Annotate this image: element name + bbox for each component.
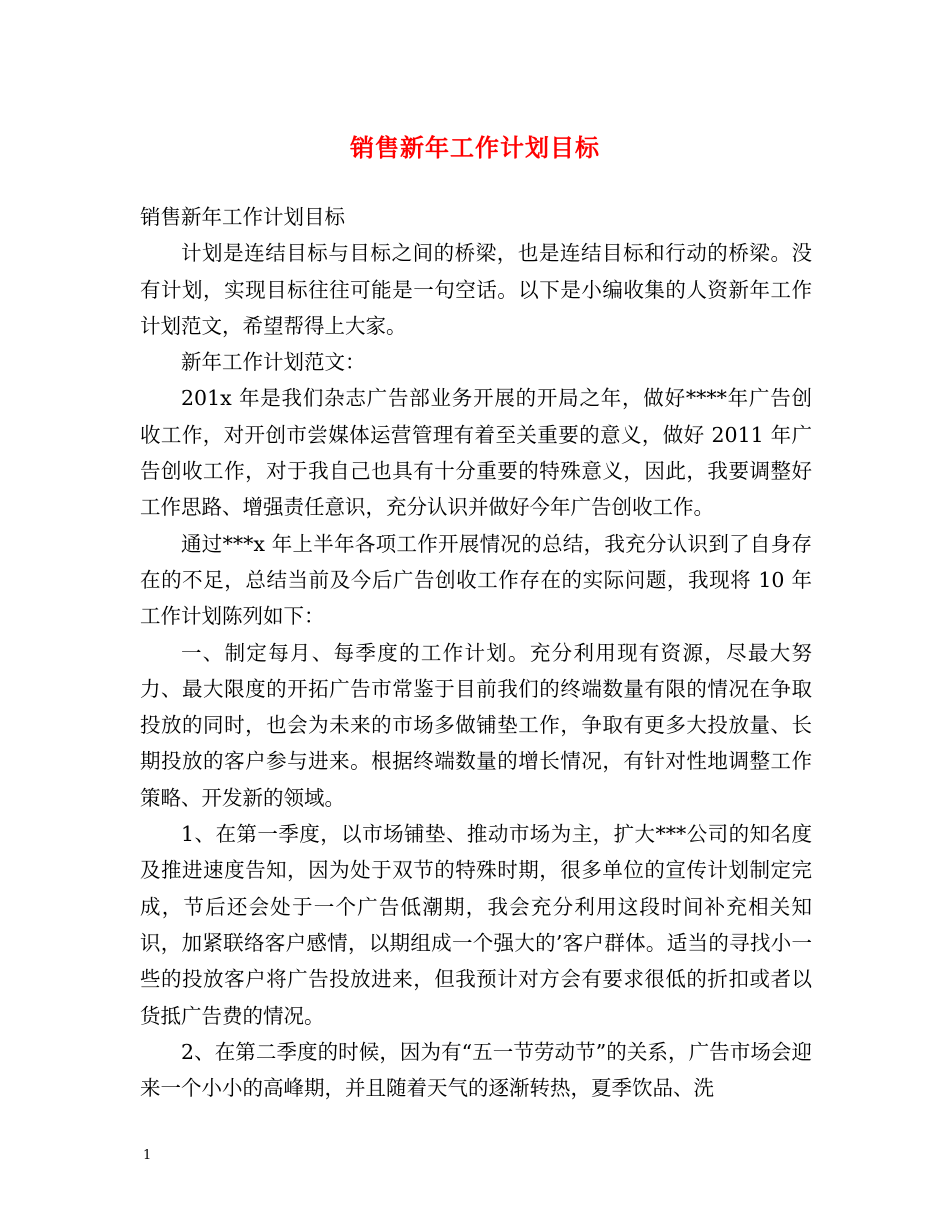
- intro-paragraph: 计划是连结目标与目标之间的桥梁，也是连结目标和行动的桥梁。没有计划，实现目标往往可能是一句空话。以下是小编收集的人资新年工作计划范文，希望帮得上大家。: [140, 241, 812, 338]
- page-number: 1: [143, 1148, 152, 1163]
- section-heading-paragraph: 新年工作计划范文：: [181, 350, 366, 375]
- subtitle-paragraph: 销售新年工作计划目标: [140, 205, 345, 229]
- body-paragraph: 通过***x 年上半年各项工作开展情况的总结，我充分认识到了自身存在的不足，总结当前及今后广告创收工作存在的实际问题，我现将 10 年工作计划陈列如下：: [140, 531, 812, 629]
- body-paragraph: 一、制定每月、每季度的工作计划。充分利用现有资源，尽最大努力、最大限度的开拓广告市常鉴于目前我们的终端数量有限的情况在争取投放的同时，也会为未来的市场多做铺垫工作，争取有更多大投放量、长期投放的客户参与进来。根据终端数量的增长情况，有针对性地调整工作策略、开发新的领域。: [140, 640, 812, 810]
- document-title: 销售新年工作计划目标: [350, 133, 600, 162]
- body-paragraph: 2、在第二季度的时候，因为有“五一节劳动节”的关系，广告市场会迎来一个小小的高峰期，并且随着天气的逐渐转热，夏季饮品、洗: [140, 1039, 812, 1101]
- document-body: [140, 199, 812, 1106]
- body-paragraph: 1、在第一季度，以市场铺垫、推动市场为主，扩大***公司的知名度及推进速度告知，因为处于双节的特殊时期，很多单位的宣传计划制定完成，节后还会处于一个广告低潮期，我会充分利用这段时间补充相关知识，加紧联络客户感情，以期组成一个强大的’客户群体。适当的寻找小一些的投放客户将广告投放进来，但我预计对方会有要求很低的折扣或者以货抵广告费的情况。: [140, 822, 812, 1028]
- body-paragraph: 201x 年是我们杂志广告部业务开展的开局之年，做好****年广告创收工作，对开创市尝媒体运营管理有着至关重要的意义，做好 2011 年广告创收工作，对于我自己也具有十分重要的特殊意义，因此，我要调整好工作思路、增强责任意识，充分认识并做好今年广告创收工作。: [140, 386, 812, 520]
